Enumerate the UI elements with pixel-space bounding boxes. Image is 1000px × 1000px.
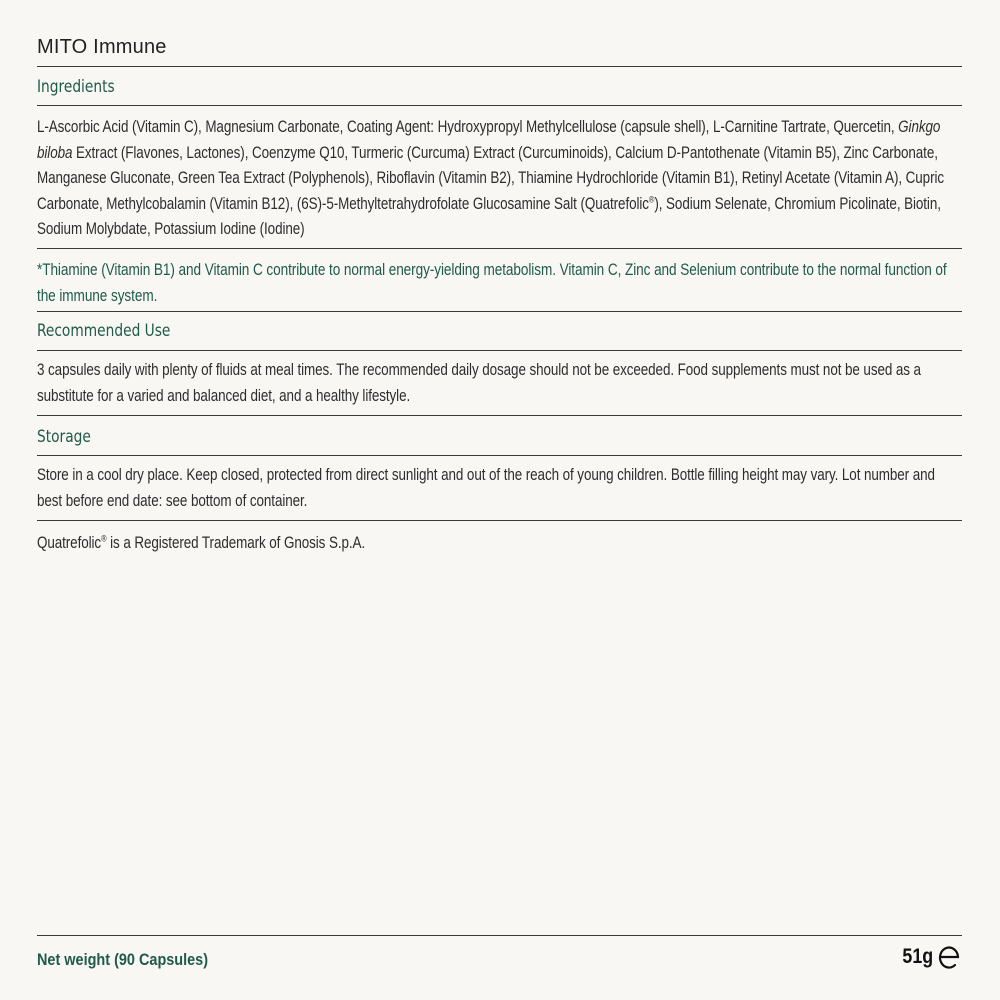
divider (37, 66, 962, 67)
divider (37, 105, 962, 106)
divider (37, 935, 962, 936)
recommended-use-text: 3 capsules daily with plenty of fluids at meal times. The recommended daily dosage should not be exceeded. Food supplements must not be used as a substitute for a varied and balanced diet, and a healthy lifestyle. (37, 361, 921, 405)
storage-heading: Storage (37, 427, 91, 447)
divider (37, 520, 962, 521)
label-page (37, 0, 962, 1000)
divider (37, 248, 962, 249)
net-weight (897, 944, 962, 970)
divider (37, 311, 962, 312)
divider (37, 455, 962, 456)
estimated-sign-icon (936, 944, 962, 970)
ingredients-heading: Ingredients (37, 77, 115, 97)
divider (37, 350, 962, 351)
ingredients-text: L-Ascorbic Acid (Vitamin C), Magnesium Carbonate, Coating Agent: Hydroxypropyl Methylcellulose (capsule shell), L-Carnitine Tartrate, Quercetin, Ginkgo biloba Extract (Flavones, Lactones), Coenzyme Q10, Turmeric (Curcuma) Extract (Curcuminoids), Calcium D-Pantothenate (Vitamin B5), Zinc Carbonate, Manganese Gluconate, Green Tea Extract (Polyphenols), Riboflavin (Vitamin B2), Thiamine Hydrochloride (Vitamin B1), Retinyl Acetate (Vitamin A), Cupric Carbonate, Methylcobalamin (Vitamin B12), (6S)-5-Methyltetrahydrofolate Glucosamine Salt (Quatrefolic®), Sodium Selenate, Chromium Picolinate, Biotin, Sodium Molybdate, Potassium Iodine (Iodine) (37, 118, 944, 238)
trademark-text: Quatrefolic® is a Registered Trademark of Gnosis S.p.A. (37, 533, 366, 552)
recommended-use-heading: Recommended Use (37, 321, 171, 341)
health-claim-text: *Thiamine (Vitamin B1) and Vitamin C contribute to normal energy-yielding metabolism. Vitamin C, Zinc and Selenium contribute to the normal function of the immune system. (37, 260, 947, 305)
net-weight-value: 51g (902, 945, 933, 968)
divider (37, 415, 962, 416)
net-weight-label: Net weight (90 Capsules) (37, 950, 209, 969)
product-title: MITO Immune (37, 36, 167, 58)
storage-text: Store in a cool dry place. Keep closed, protected from direct sunlight and out of the reach of young children. Bottle filling height may vary. Lot number and best before end date: see bottom of container. (37, 466, 935, 510)
